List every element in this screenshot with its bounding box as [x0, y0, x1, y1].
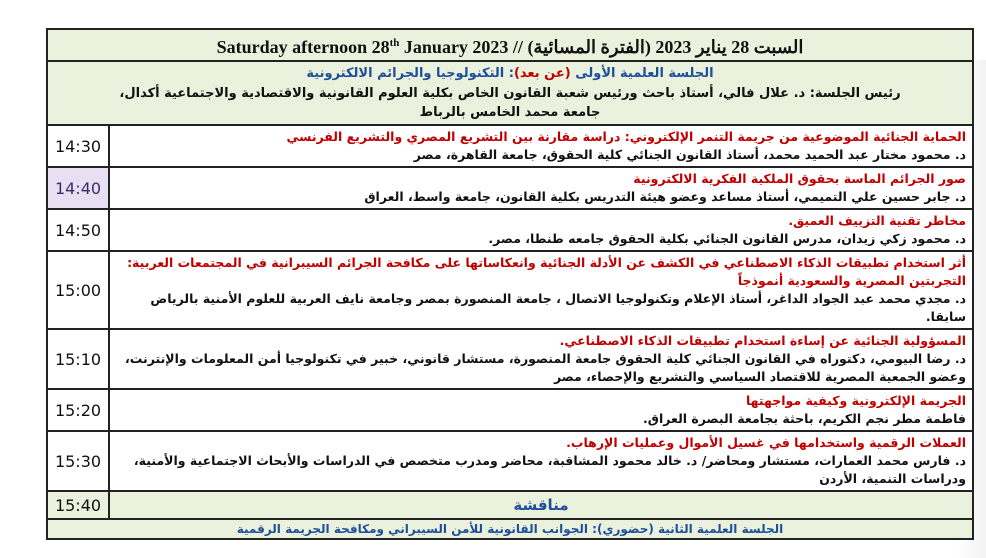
program-row: [47, 251, 973, 329]
talk-cell: [109, 251, 973, 329]
program-row: [47, 125, 973, 167]
talk-time: 15:10: [47, 329, 109, 389]
program-row: [47, 329, 973, 389]
talk-title: الحماية الجنائية الموضوعية من جريمة التنمر الإلكتروني: دراسة مقارنة بين التشريع المصري والتشريع الفرنسي: [286, 129, 966, 144]
talk-author: د. فارس محمد العمارات، مستشار ومحاضر/ د. خالد محمود المشاقبة، محاضر ومدرب متخصص في الدراسات والأبحاث الاجتماعية والأمنية، ودراسات التنمية، الأردن: [133, 453, 966, 486]
next-session-cell: [47, 519, 973, 539]
talk-title: العملات الرقمية واستخدامها في غسيل الأموال وعمليات الإرهاب.: [566, 435, 966, 450]
talk-time: 14:50: [47, 209, 109, 251]
session-chair: [54, 84, 966, 122]
talk-cell: [109, 167, 973, 209]
discussion-time: 15:40: [47, 491, 109, 519]
session-title-suffix: : التكنولوجيا والجرائم الالكترونية: [306, 66, 514, 81]
talk-author: د. رضا البيومي، دكتوراه في القانون الجنائي كلية الحقوق جامعة المنصورة، مستشار قانوني، خبير في تكنولوجيا أمن المعلومات والإنترنت، وعضو الجمعية المصرية للاقتصاد السياسي والتشريع والإحصاء، مصر: [125, 351, 966, 384]
talk-cell: [109, 389, 973, 431]
talk-time: 15:30: [47, 431, 109, 491]
talk-author: د. مجدي محمد عبد الجواد الداغر، أستاذ الإعلام وتكنولوجيا الاتصال ، جامعة المنصورة بمصر وجامعة نايف العربية للعلوم الأمنية بالرياض سابقا.: [150, 291, 966, 324]
talk-time: 14:30: [47, 125, 109, 167]
talk-author: د. محمود زكي زيدان، مدرس القانون الجنائي بكلية الحقوق جامعه طنطا، مصر.: [488, 231, 966, 246]
talk-cell: [109, 431, 973, 491]
schedule-table: [46, 28, 974, 540]
talk-time: 15:20: [47, 389, 109, 431]
talk-title: أثر استخدام تطبيقات الذكاء الاصطناعي في الكشف عن الأدلة الجنائية وانعكاساتها على مكافحة الجرائم السيبرانية في المجتمعات العربية: التجربتين المصرية والسعودية أنموذجاً: [127, 255, 966, 288]
session-title-prefix: الجلسة العلمية الأولى: [575, 66, 714, 81]
next-session-row: [47, 519, 973, 539]
session-header-row: [47, 61, 973, 125]
discussion-label: مناقشة: [109, 491, 973, 519]
left-margin: [0, 0, 46, 558]
program-row: [47, 167, 973, 209]
session-chair-line1: رئيس الجلسة: د. علال فالي، أستاذ باحث ورئيس شعبة القانون الخاص بكلية العلوم القانونية والاقتصادية والاجتماعية أكدال،: [119, 86, 901, 101]
talk-time: 14:40: [47, 167, 109, 209]
talk-time: 15:00: [47, 251, 109, 329]
session-remote-tag: (عن بعد): [513, 66, 571, 81]
date-english-month: January 2023 //: [403, 37, 523, 57]
date-header-cell: [47, 29, 973, 61]
talk-author: فاطمة مطر نجم الكريم، باحثة بجامعة البصرة العراق.: [643, 411, 966, 426]
discussion-row: [47, 491, 973, 519]
next-session-title: الجلسة العلمية الثانية (حضوري): الجوانب القانونية للأمن السيبراني ومكافحة الجريمة الرقمية: [236, 522, 784, 536]
date-header-row: [47, 29, 973, 61]
talk-cell: [109, 125, 973, 167]
talk-title: المسؤولية الجنائية عن إساءة استخدام تطبيقات الذكاء الاصطناعي.: [559, 333, 966, 348]
date-header: [54, 32, 966, 58]
talk-cell: [109, 329, 973, 389]
program-row: [47, 209, 973, 251]
session-chair-line2: جامعة محمد الخامس بالرباط: [419, 105, 601, 120]
date-arabic: السبت 28 يناير 2023 (الفترة المسائية): [527, 37, 804, 57]
program-row: [47, 389, 973, 431]
session-header-cell: [47, 61, 973, 125]
talk-title: مخاطر تقنية التزييف العميق.: [788, 213, 966, 228]
talk-author: د. محمود مختار عبد الحميد محمد، أستاذ القانون الجنائي كلية الحقوق، جامعة القاهرة، مصر: [413, 147, 966, 162]
date-suffix: th: [389, 37, 400, 49]
date-english: Saturday afternoon 28: [216, 37, 390, 57]
talk-author: د. جابر حسين علي التميمي، أستاذ مساعد وعضو هيئة التدريس بكلية القانون، جامعة واسط، العراق: [364, 189, 966, 204]
session-title: [54, 64, 966, 84]
talk-cell: [109, 209, 973, 251]
talk-title: صور الجرائم الماسة بحقوق الملكية الفكرية الالكترونية: [633, 171, 966, 186]
program-row: [47, 431, 973, 491]
talk-title: الجريمة الإلكترونية وكيفية مواجهتها: [745, 393, 966, 408]
